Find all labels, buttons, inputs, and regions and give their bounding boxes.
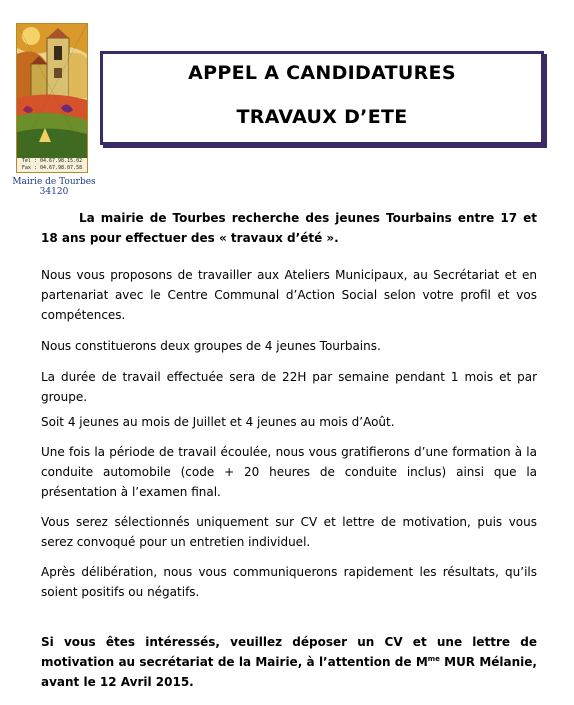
closing-text-start: Si vous êtes intéressés, veuillez déposer un CV et une lettre de motivation au secrétariat de la Mairie, à l’attention de M xyxy=(41,635,537,669)
logo-fax-line: Fax : 04.67.98.07.58 xyxy=(21,165,83,171)
title-line-1: APPEL A CANDIDATURES xyxy=(188,62,456,84)
closing-text-end: MUR Mélanie, avant le 12 Avril 2015. xyxy=(41,655,537,689)
title-line-2: TRAVAUX D’ETE xyxy=(236,106,408,128)
announcement-body xyxy=(41,208,537,692)
paragraph-groupes: Nous constituerons deux groupes de 4 jeunes Tourbains. xyxy=(41,339,381,353)
paragraph-selection: Vous serez sélectionnés uniquement sur CV et lettre de motivation, puis vous serez convoqué pour un entretien individuel. xyxy=(41,515,537,549)
paragraph-formation: Une fois la période de travail écoulée, nous vous gratifierons d’une formation à la conduite automobile (code + 20 heures de conduite inclus) ainsi que la présentation à l’examen final. xyxy=(41,445,537,499)
logo-phone-line: Tél : 04.67.98.15.02 xyxy=(21,158,83,164)
paragraph-ateliers: Nous vous proposons de travailler aux Ateliers Municipaux, au Secrétariat et en partenariat avec le Centre Communal d’Action Social selon votre profil et vos compétences. xyxy=(41,268,537,322)
paragraph-resultats: Après délibération, nous vous communiquerons rapidement les résultats, qu’ils soient positifs ou négatifs. xyxy=(41,565,537,599)
mairie-postcode: 34120 xyxy=(39,187,69,197)
paragraph-mois: Soit 4 jeunes au mois de Juillet et 4 jeunes au mois d’Août. xyxy=(41,415,395,429)
church-stained-glass-image xyxy=(17,24,87,158)
logo-phone-fax xyxy=(17,158,87,172)
closing-superscript: me xyxy=(427,655,440,663)
mairie-name: Mairie de Tourbes xyxy=(12,177,96,187)
paragraph-duree: La durée de travail effectuée sera de 22H par semaine pendant 1 mois et par groupe. xyxy=(41,370,537,404)
intro-paragraph: La mairie de Tourbes recherche des jeunes Tourbains entre 17 et 18 ans pour effectuer des « travaux d’été ». xyxy=(41,211,537,245)
mairie-caption xyxy=(11,177,97,197)
closing-paragraph xyxy=(41,632,537,692)
stained-glass-logo xyxy=(16,23,88,173)
title-frame xyxy=(100,51,544,145)
